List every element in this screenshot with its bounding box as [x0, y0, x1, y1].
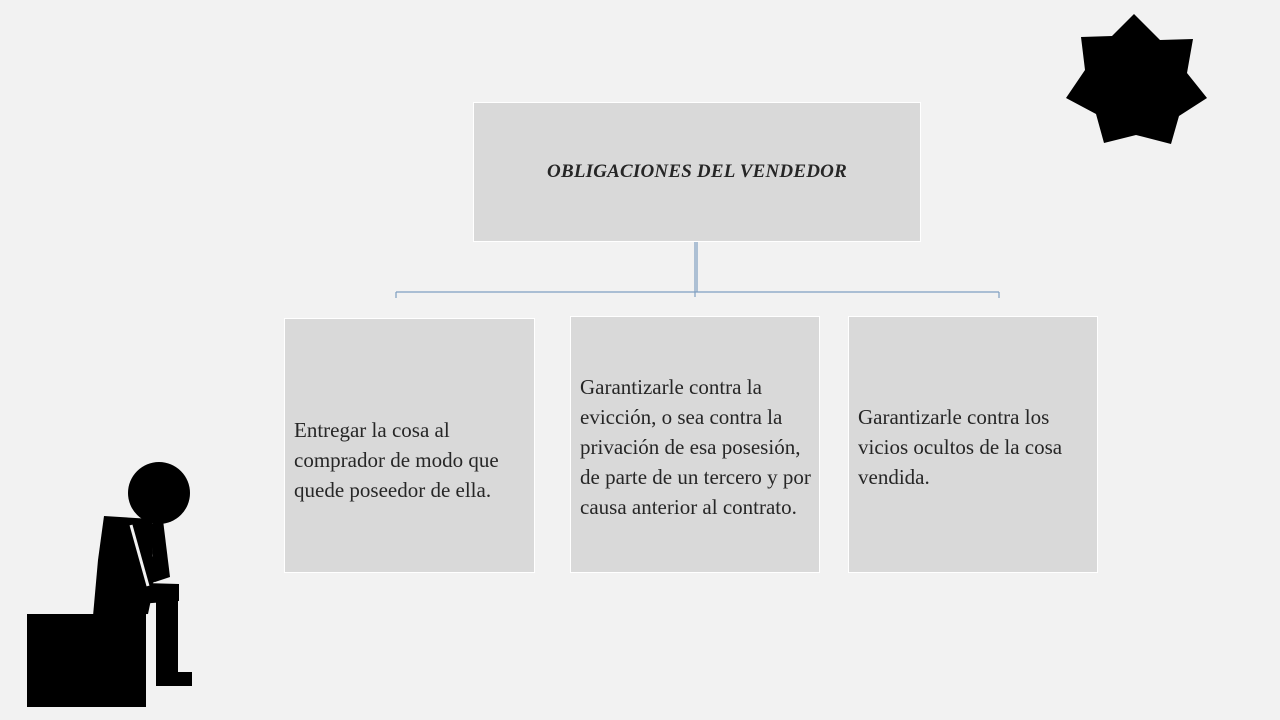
root-title: OBLIGACIONES DEL VENDEDOR: [547, 161, 847, 182]
thinking-person-on-block-icon: [20, 455, 200, 715]
child-node-eviction: [570, 316, 820, 573]
child-node-delivery: [284, 318, 535, 573]
child-node-hidden-defects: [848, 316, 1098, 573]
root-node: [473, 102, 921, 242]
seven-point-star-icon: [1060, 10, 1210, 150]
child-text-delivery: Entregar la cosa al comprador de modo que quede poseedor de ella.: [294, 417, 499, 502]
child-text-eviction: Garantizarle contra la evicción, o sea contra la privación de esa posesión, de parte de un tercero y por causa anterior al contrato.: [580, 374, 811, 519]
child-text-hidden-defects: Garantizarle contra los vicios ocultos de la cosa vendida.: [858, 404, 1063, 489]
